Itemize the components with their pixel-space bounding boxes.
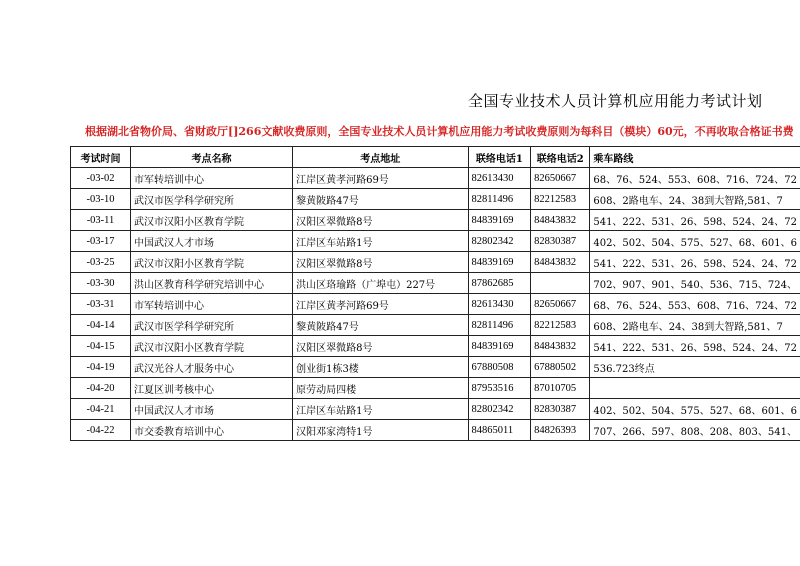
cell-bus-route (590, 378, 800, 399)
cell-phone2: 82650667 (531, 168, 590, 189)
cell-exam-date: -03-11 (71, 210, 131, 231)
cell-phone1: 87862685 (468, 273, 531, 294)
cell-venue-name: 市军转培训中心 (130, 168, 292, 189)
cell-phone2 (531, 273, 590, 294)
cell-exam-date: -04-15 (71, 336, 131, 357)
cell-phone2: 82650667 (531, 294, 590, 315)
cell-phone1: 84865011 (468, 420, 531, 441)
cell-venue-address: 江岸区车站路1号 (293, 231, 468, 252)
header-venue-address: 考点地址 (293, 147, 468, 168)
cell-phone2: 84843832 (531, 336, 590, 357)
cell-bus-route: 541、222、531、26、598、524、24、72 (590, 336, 800, 357)
table-row (71, 357, 800, 378)
cell-exam-date: -03-25 (71, 252, 131, 273)
table-body (71, 168, 800, 441)
cell-bus-route: 608、2路电车、24、38到大智路,581、7 (590, 189, 800, 210)
cell-venue-name: 市交委教育培训中心 (130, 420, 292, 441)
cell-venue-address: 江岸区黄孝河路69号 (293, 168, 468, 189)
cell-exam-date: -04-19 (71, 357, 131, 378)
cell-bus-route: 541、222、531、26、598、524、24、72 (590, 210, 800, 231)
cell-venue-name: 武汉市医学科学研究所 (130, 189, 292, 210)
cell-exam-date: -03-10 (71, 189, 131, 210)
cell-venue-name: 武汉市汉阳小区教育学院 (130, 210, 292, 231)
cell-phone2: 84826393 (531, 420, 590, 441)
cell-bus-route: 402、502、504、575、527、68、601、6 (590, 231, 800, 252)
cell-venue-name: 江夏区训考核中心 (130, 378, 292, 399)
fee-notice: 根据湖北省物价局、省财政厅[]266文献收费原则，全国专业技术人员计算机应用能力考试收费原则为每科目（模块）60元，不再收取合格证书费 (85, 125, 794, 138)
cell-bus-route: 702、907、901、540、536、715、724、 (590, 273, 800, 294)
cell-venue-name: 中国武汉人才市场 (130, 399, 292, 420)
cell-phone2: 67880502 (531, 357, 590, 378)
cell-exam-date: -03-31 (71, 294, 131, 315)
cell-bus-route: 68、76、524、553、608、716、724、72 (590, 294, 800, 315)
header-phone1: 联络电话1 (468, 147, 531, 168)
cell-phone2: 82830387 (531, 231, 590, 252)
cell-phone1: 82802342 (468, 399, 531, 420)
cell-venue-address: 创业街1栋3楼 (293, 357, 468, 378)
cell-exam-date: -04-21 (71, 399, 131, 420)
cell-exam-date: -04-22 (71, 420, 131, 441)
header-bus-route: 乘车路线 (590, 147, 800, 168)
table-row (71, 231, 800, 252)
cell-bus-route: 707、266、597、808、208、803、541、 (590, 420, 800, 441)
document-title: 全国专业技术人员计算机应用能力考试计划 (468, 92, 763, 110)
table-row (71, 399, 800, 420)
cell-venue-address: 原劳动局四楼 (293, 378, 468, 399)
cell-phone1: 87953516 (468, 378, 531, 399)
cell-bus-route: 536.723终点 (590, 357, 800, 378)
cell-phone1: 82802342 (468, 231, 531, 252)
cell-phone2: 87010705 (531, 378, 590, 399)
table-row (71, 168, 800, 189)
table-row (71, 273, 800, 294)
cell-venue-address: 黎黄陂路47号 (293, 189, 468, 210)
table-row (71, 252, 800, 273)
cell-venue-address: 汉阳区翠微路8号 (293, 252, 468, 273)
header-exam-time: 考试时间 (71, 147, 131, 168)
cell-phone1: 67880508 (468, 357, 531, 378)
cell-phone1: 82613430 (468, 168, 531, 189)
cell-venue-name: 中国武汉人才市场 (130, 231, 292, 252)
cell-bus-route: 541、222、531、26、598、524、24、72 (590, 252, 800, 273)
cell-phone1: 82613430 (468, 294, 531, 315)
cell-phone2: 84843832 (531, 210, 590, 231)
exam-schedule-table (70, 146, 800, 441)
header-phone2: 联络电话2 (531, 147, 590, 168)
cell-phone2: 84843832 (531, 252, 590, 273)
cell-venue-name: 洪山区教育科学研究培训中心 (130, 273, 292, 294)
cell-phone2: 82212583 (531, 189, 590, 210)
cell-venue-address: 洪山区珞瑜路（广埠屯）227号 (293, 273, 468, 294)
cell-venue-address: 汉阳区翠微路8号 (293, 210, 468, 231)
cell-phone2: 82830387 (531, 399, 590, 420)
table-row (71, 378, 800, 399)
cell-venue-address: 江岸区黄孝河路69号 (293, 294, 468, 315)
cell-venue-address: 汉阳区翠微路8号 (293, 336, 468, 357)
table-row (71, 420, 800, 441)
cell-phone1: 84839169 (468, 210, 531, 231)
cell-bus-route: 68、76、524、553、608、716、724、72 (590, 168, 800, 189)
header-venue-name: 考点名称 (130, 147, 292, 168)
cell-phone1: 84839169 (468, 336, 531, 357)
table-row (71, 294, 800, 315)
cell-venue-name: 市军转培训中心 (130, 294, 292, 315)
cell-phone1: 82811496 (468, 315, 531, 336)
cell-venue-name: 武汉光谷人才服务中心 (130, 357, 292, 378)
cell-exam-date: -03-17 (71, 231, 131, 252)
cell-bus-route: 608、2路电车、24、38到大智路,581、7 (590, 315, 800, 336)
cell-exam-date: -04-14 (71, 315, 131, 336)
table-row (71, 189, 800, 210)
cell-phone1: 84839169 (468, 252, 531, 273)
cell-venue-address: 黎黄陂路47号 (293, 315, 468, 336)
table-header-row (71, 147, 800, 168)
cell-venue-address: 江岸区车站路1号 (293, 399, 468, 420)
cell-bus-route: 402、502、504、575、527、68、601、6 (590, 399, 800, 420)
cell-venue-name: 武汉市汉阳小区教育学院 (130, 252, 292, 273)
cell-exam-date: -03-30 (71, 273, 131, 294)
cell-venue-address: 汉阳邓家湾特1号 (293, 420, 468, 441)
table-row (71, 315, 800, 336)
cell-phone1: 82811496 (468, 189, 531, 210)
cell-venue-name: 武汉市汉阳小区教育学院 (130, 336, 292, 357)
cell-phone2: 82212583 (531, 315, 590, 336)
table-row (71, 336, 800, 357)
cell-venue-name: 武汉市医学科学研究所 (130, 315, 292, 336)
cell-exam-date: -04-20 (71, 378, 131, 399)
table-row (71, 210, 800, 231)
cell-exam-date: -03-02 (71, 168, 131, 189)
